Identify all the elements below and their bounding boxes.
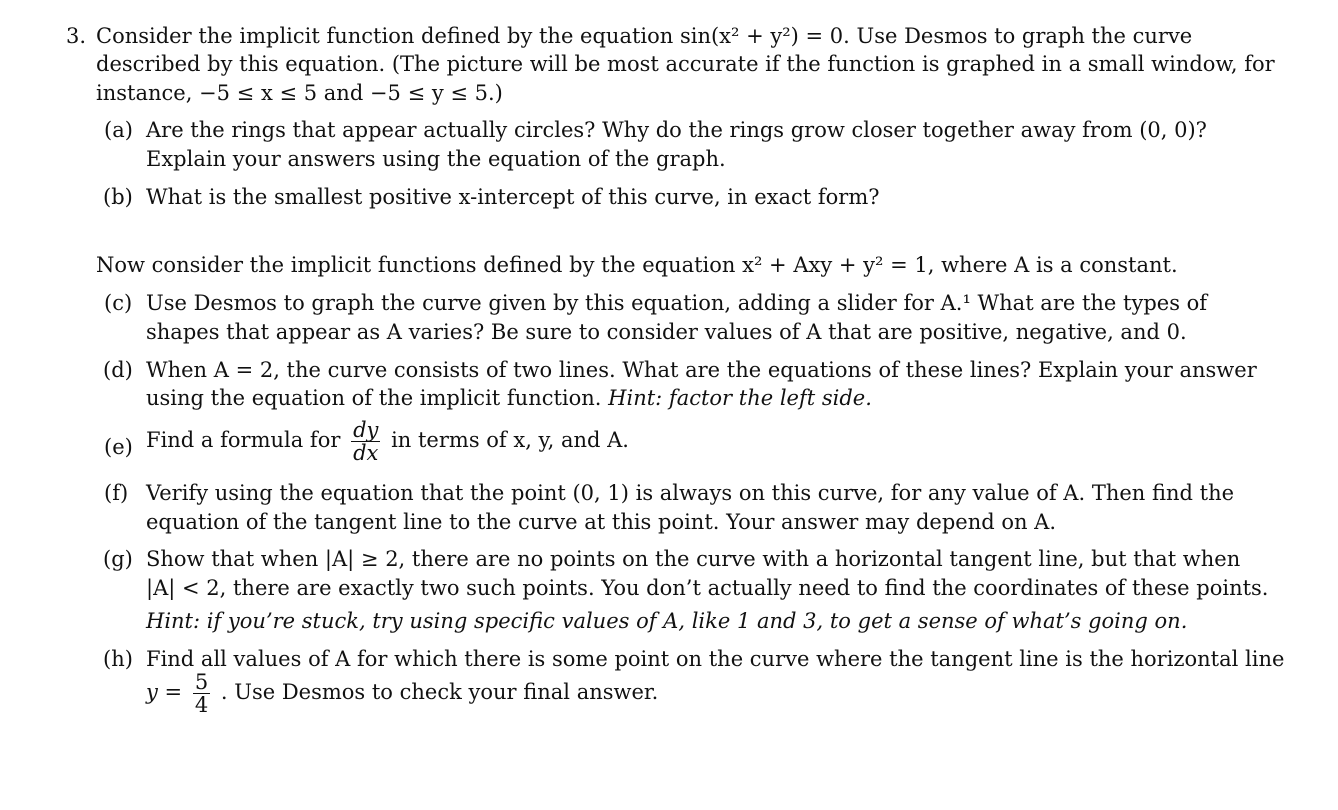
intro-line-1: Consider the implicit function defined by the equation sin(x² + y²) = 0. Use Desmos to graph the curve (96, 24, 1193, 48)
part-e-pre: Find a formula for (146, 428, 341, 452)
part-f-label: (f) (104, 481, 129, 505)
part-f-line-2: equation of the tangent line to the curve at this point. Your answer may depend on A. (146, 510, 1057, 534)
part-d-line-2-text: using the equation of the implicit function. (146, 386, 602, 410)
part-g-hint-text: Hint: if you’re stuck, try using specific values of A, like 1 and 3, to get a sense of what’s going on. (146, 609, 1188, 633)
part-h-line-1: Find all values of A for which there is some point on the curve where the tangent line is the horizontal line (146, 647, 1285, 671)
part-h-line-2 (146, 671, 658, 716)
problem-number: 3. (66, 24, 87, 48)
part-h-post: . Use Desmos to check your final answer. (220, 680, 659, 704)
part-d-hint: Hint: factor the left side. (608, 386, 872, 410)
five-fourths-fraction (193, 671, 210, 716)
fraction-numerator: 5 (194, 670, 209, 694)
part-d-line-1: When A = 2, the curve consists of two lines. What are the equations of these lines? Explain your answer (146, 358, 1257, 382)
part-e-line (146, 419, 629, 464)
dx-denominator: dx (353, 441, 379, 465)
part-a-line-1: Are the rings that appear actually circles? Why do the rings grow closer together away from (0, 0)? (146, 118, 1207, 142)
part-a-label: (a) (104, 118, 133, 142)
part-b-line-1: What is the smallest positive x-intercept of this curve, in exact form? (146, 185, 880, 209)
part-h-pre: y = (146, 680, 183, 704)
part-d-label: (d) (103, 358, 133, 382)
now-consider-text: Now consider the implicit functions defined by the equation x² + Axy + y² = 1, where A is a constant. (96, 253, 1178, 277)
part-e-label: (e) (104, 435, 133, 459)
fraction-denominator: 4 (194, 693, 209, 717)
part-d-line-2 (146, 384, 872, 413)
dy-dx-fraction (351, 419, 380, 464)
intro-line-2: described by this equation. (The picture will be most accurate if the function is graphed in a small window, for (96, 52, 1275, 76)
part-f-line-1: Verify using the equation that the point (0, 1) is always on this curve, for any value of A. Then find the (146, 481, 1235, 505)
dy-numerator: dy (353, 418, 379, 442)
part-g-line-2: |A| < 2, there are exactly two such points. You don’t actually need to find the coordinates of these points. (146, 576, 1269, 600)
part-a-line-2: Explain your answers using the equation of the graph. (146, 147, 726, 171)
part-h-label: (h) (103, 647, 133, 671)
part-g-label: (g) (103, 547, 133, 571)
part-c-label: (c) (104, 291, 133, 315)
part-c-line-1: Use Desmos to graph the curve given by this equation, adding a slider for A.¹ What are the types of (146, 291, 1208, 315)
part-b-label: (b) (103, 185, 133, 209)
part-g-line-1: Show that when |A| ≥ 2, there are no points on the curve with a horizontal tangent line, but that when (146, 547, 1241, 571)
part-g-hint (146, 607, 1187, 636)
part-e-post: in terms of x, y, and A. (391, 428, 629, 452)
intro-line-3: instance, −5 ≤ x ≤ 5 and −5 ≤ y ≤ 5.) (96, 81, 503, 105)
part-c-line-2: shapes that appear as A varies? Be sure to consider values of A that are positive, negative, and 0. (146, 320, 1187, 344)
